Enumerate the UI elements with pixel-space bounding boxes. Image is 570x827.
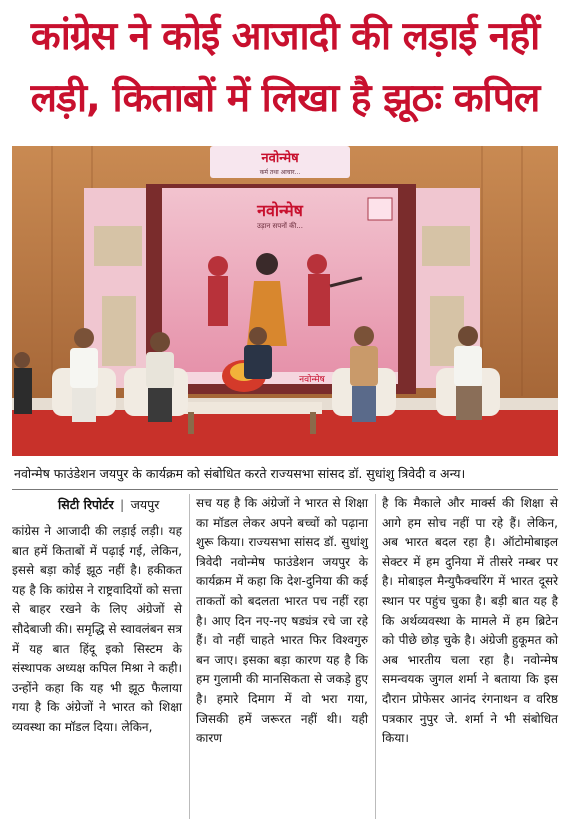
article-column-3 xyxy=(382,494,558,824)
center-table xyxy=(182,402,322,414)
screen-footer-text: नवोन्मेष xyxy=(299,375,325,385)
byline-separator: | xyxy=(120,497,125,512)
byline-reporter: सिटी रिपोर्टर xyxy=(58,497,114,512)
screen-subtitle: उड़ान सपनों की... xyxy=(257,222,303,230)
photo-caption: नवोन्मेष फाउंडेशन जयपुर के कार्यक्रम को संबोधित करते राज्यसभा सांसद डॉ. सुधांशु त्रिवेदी व अन्य। xyxy=(14,466,466,481)
byline xyxy=(12,494,182,516)
column-divider-1 xyxy=(189,494,190,819)
event-photo-drawing xyxy=(12,146,558,456)
column-divider-2 xyxy=(375,494,376,819)
byline-place: जयपुर xyxy=(130,497,160,512)
column-3-text: है कि मैकाले और मार्क्स की शिक्षा से आगे हम सोच नहीं पा रहे हैं। लेकिन, अब भारत बदल रहा है। ऑटोमोबाइल सेक्टर में हम दुनिया में तीसरे नम्बर पर है। मोबाइल मैन्युफैक्चरिंग में भारत दूसरे स्थान पर पहुंच चुका है। बड़ी बात यह है कि अर्थव्यवस्था के मामले में हम ब्रिटेन को पीछे छोड़ चुके है। अंग्रेजी हुकूमत को अब भारतीय चला रहा है। नवोन्मेष समन्वयक जुगल शर्मा ने बताया कि इस दौरान प्रोफेसर आनंद रंगनाथन व वरिष्ठ पत्रकार नुपुर जे. शर्मा ने भी संबोधित किया। xyxy=(382,496,558,746)
column-2-text: सच यह है कि अंग्रेजों ने भारत से शिक्षा का मॉडल लेकर अपने बच्चों को पढ़ाना शुरू किया। राज्यसभा सांसद डॉ. सुधांशु त्रिवेदी नवोन्मेष फाउंडेशन जयपुर के कार्यक्रम में कहा कि देश-दुनिया की कई ताकतों को बदलता भारत पच नहीं रहा है। आए दिन नए-नए षड्यंत्र रचे जा रहे हैं। वो नहीं चाहते भारत फिर विश्वगुरु बन जाए। इसका बड़ा कारण यह है कि हम गुलामी की मानसिकता से जकड़े हुए है। हमारे दिमाग में वो भरा गया, जिसकी हमें जरूरत नहीं थी। यही कारण xyxy=(196,496,368,746)
column-1-text: कांग्रेस ने आजादी की लड़ाई लड़ी। यह बात हमें किताबों में पढ़ाई गई, लेकिन, इससे बड़ा कोई झूठ नहीं है। हकीकत यह है कि कांग्रेस ने राष्ट्रवादियों को सत्ता से बाहर रखने के लिए अंग्रेजों से सौदेबाजी की। समृद्धि से स्वावलंबन सत्र में यह बात हिंदू इको सिस्टम के संस्थापक अध्यक्ष कपिल मिश्रा ने कही। उन्होंने कहा कि यह भी झूठ फैलाया गया है कि अंग्रेजों ने भारत को शिक्षा व्यवस्था का मॉडल दिया। लेकिन, xyxy=(12,524,182,734)
standing-person xyxy=(14,352,32,414)
headline xyxy=(8,6,562,140)
caption-divider xyxy=(12,489,558,490)
screen-title: नवोन्मेष xyxy=(257,201,303,220)
article-column-2 xyxy=(196,494,368,824)
top-banner-subtitle: कर्म तथा आचार... xyxy=(259,169,301,176)
top-banner-title: नवोन्मेष xyxy=(261,151,299,166)
event-photo xyxy=(12,146,558,456)
headline-line-1: कांग्रेस ने कोई आजादी की लड़ाई नहीं xyxy=(30,14,540,59)
article-column-1 xyxy=(12,494,182,824)
headline-line-2: लड़ी, किताबों में लिखा है झूठः कपिल xyxy=(30,76,540,121)
